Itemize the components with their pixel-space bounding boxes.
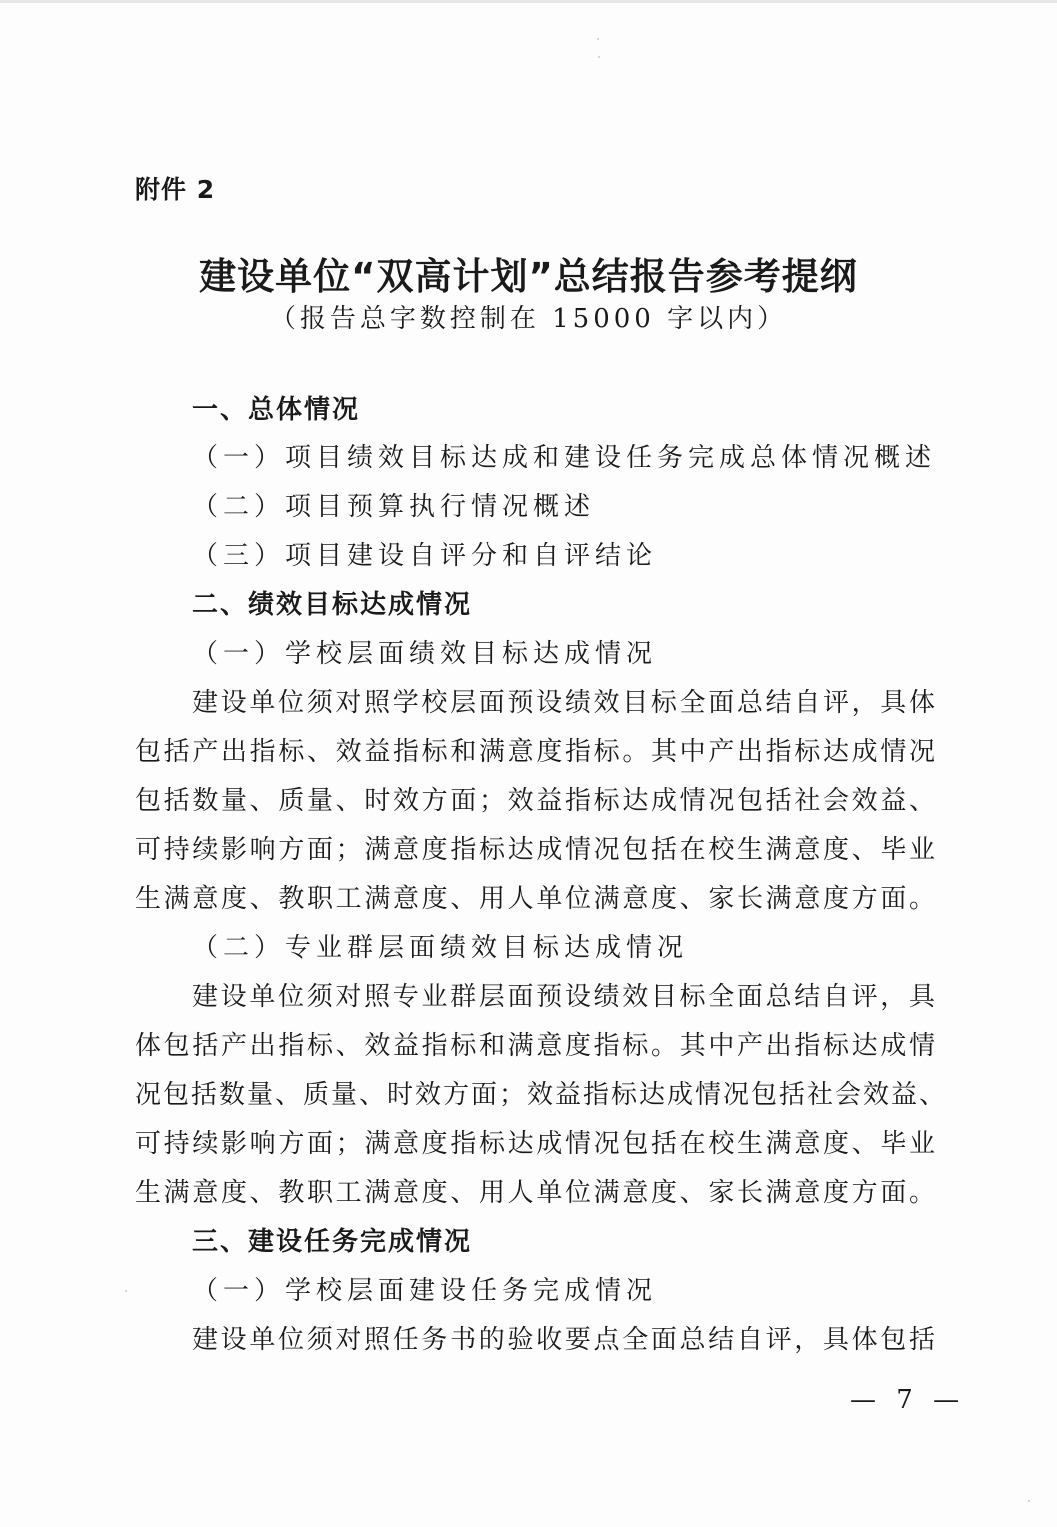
attachment-label: 附件 2 [135, 175, 216, 204]
section-heading-3: 三、建设任务完成情况 [192, 1227, 473, 1257]
paragraph-line: 生满意度、教职工满意度、用人单位满意度、家长满意度方面。 [135, 1178, 937, 1208]
paragraph-line: 建设单位须对照学校层面预设绩效目标全面总结自评，具体 [192, 688, 937, 718]
paragraph-line: 可持续影响方面；满意度指标达成情况包括在校生满意度、毕业 [135, 835, 937, 865]
subsection-3-1: （一）学校层面建设任务完成情况 [192, 1276, 658, 1306]
paragraph-line: 况包括数量、质量、时效方面；效益指标达成情况包括社会效益、 [135, 1080, 948, 1110]
page-number: — 7 — [850, 1385, 966, 1415]
scan-speck [1028, 1500, 1030, 1502]
paragraph-line: 体包括产出指标、效益指标和满意度指标。其中产出指标达成情 [135, 1031, 937, 1061]
scan-top-edge [0, 0, 1057, 3]
paragraph-line: 包括产出指标、效益指标和满意度指标。其中产出指标达成情况 [135, 737, 937, 767]
scan-speck [598, 56, 600, 58]
subsection-1-3: （三）项目建设自评分和自评结论 [192, 541, 658, 571]
paragraph-line: 建设单位须对照任务书的验收要点全面总结自评，具体包括 [192, 1325, 937, 1355]
paragraph-line: 建设单位须对照专业群层面预设绩效目标全面总结自评，具 [192, 982, 937, 1012]
paragraph-line: 包括数量、质量、时效方面；效益指标达成情况包括社会效益、 [135, 786, 937, 816]
scan-speck [125, 1290, 127, 1292]
document-subtitle: （报告总字数控制在 15000 字以内） [269, 304, 788, 334]
document-title: 建设单位“双高计划”总结报告参考提纲 [199, 255, 858, 298]
section-heading-2: 二、绩效目标达成情况 [192, 590, 473, 620]
subsection-2-1: （一）学校层面绩效目标达成情况 [192, 639, 658, 669]
subsection-1-2: （二）项目预算执行情况概述 [192, 492, 596, 522]
subsection-2-2: （二）专业群层面绩效目标达成情况 [192, 933, 689, 963]
paragraph-line: 生满意度、教职工满意度、用人单位满意度、家长满意度方面。 [135, 884, 937, 914]
scan-speck [597, 38, 599, 40]
paragraph-line: 可持续影响方面；满意度指标达成情况包括在校生满意度、毕业 [135, 1129, 937, 1159]
subsection-1-1: （一）项目绩效目标达成和建设任务完成总体情况概述 [192, 443, 937, 473]
section-heading-1: 一、总体情况 [192, 395, 361, 425]
